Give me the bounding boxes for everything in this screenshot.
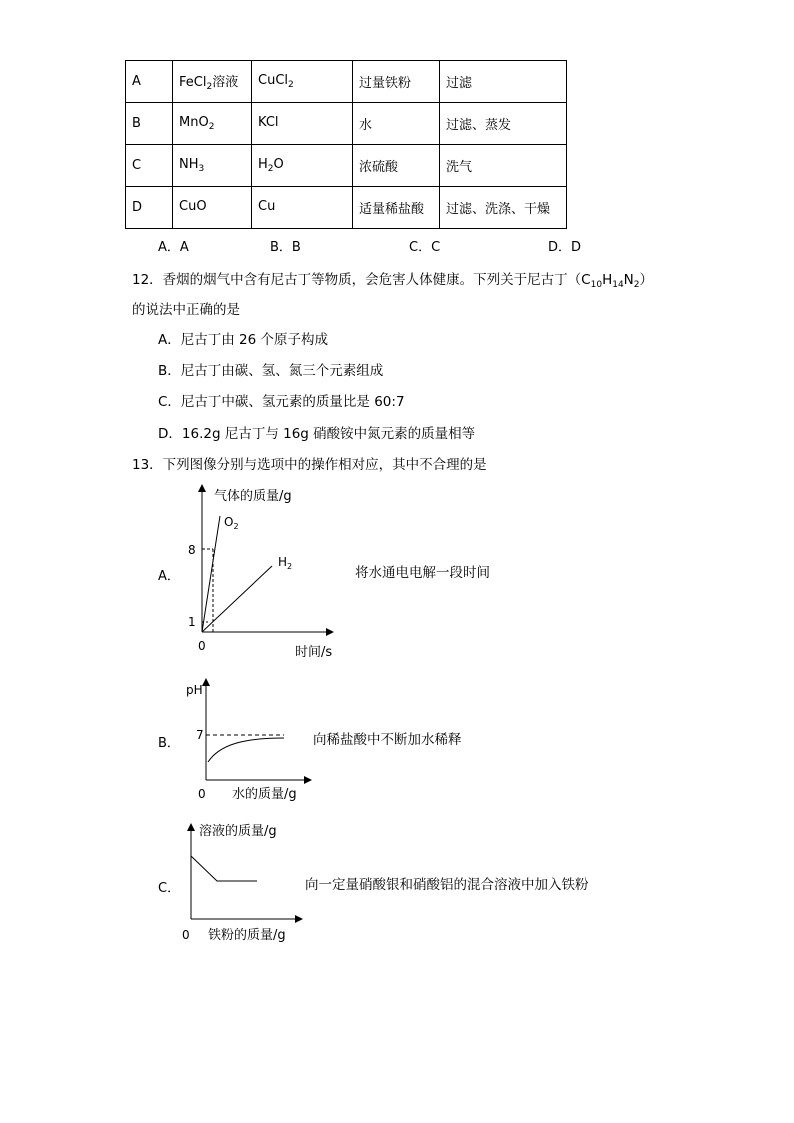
x-axis-arrow	[326, 628, 334, 636]
origin-label: 0	[198, 787, 206, 801]
o2-line	[202, 516, 220, 632]
q13-option-a-text: 将水通电电解一段时间	[355, 565, 490, 581]
tick-1: 1	[188, 615, 196, 629]
y-axis-arrow	[198, 484, 206, 492]
row-label: D	[126, 187, 173, 229]
q13-option-b-label: B．	[158, 736, 180, 751]
y-axis-label: pH	[186, 683, 203, 697]
q11-option-b: B．B	[270, 240, 301, 255]
row-label: C	[126, 145, 173, 187]
q12-option-d: D．16.2g 尼古丁与 16g 硝酸铵中氮元素的质量相等	[158, 426, 476, 442]
operation-cell: 洗气	[440, 145, 567, 187]
q13-option-a-label: A．	[158, 569, 180, 584]
x-axis-label: 时间/s	[295, 645, 333, 660]
q11-option-c: C．C	[409, 240, 441, 255]
row-label: A	[126, 61, 173, 103]
q12-stem: 12．香烟的烟气中含有尼古丁等物质，会危害人体健康。下列关于尼古丁$(C_{10}H_{14}N_2)$	[132, 272, 654, 290]
q13-option-b-text: 向稀盐酸中不断加水稀释	[313, 732, 462, 748]
q12-option-a: A．尼古丁由 26 个原子构成	[158, 332, 328, 348]
table-row	[126, 187, 567, 229]
ph-curve	[208, 738, 284, 762]
tick-8: 8	[188, 543, 196, 557]
table-row	[126, 103, 567, 145]
q13-option-c-label: C．	[158, 881, 181, 896]
q12-stem-cont: 的说法中正确的是	[132, 302, 240, 318]
reagent-cell: 过量铁粉	[353, 61, 440, 103]
impurity-cell: CuCl$_2$	[252, 61, 353, 103]
reagent-cell: 浓硫酸	[353, 145, 440, 187]
ph-dilution-graph	[180, 672, 320, 807]
q13-option-c-text: 向一定量硝酸银和硝酸铝的混合溶液中加入铁粉	[305, 877, 589, 893]
substance-cell: MnO$_2$	[173, 103, 252, 145]
y-axis-label: 溶液的质量/g	[199, 824, 277, 839]
impurity-cell: KCl	[252, 103, 353, 145]
substance-cell: FeCl$_2$溶液	[173, 61, 252, 103]
table-row	[126, 145, 567, 187]
x-axis-arrow	[295, 915, 303, 923]
x-axis-label: 铁粉的质量/g	[208, 928, 286, 943]
q11-option-d: D．D	[548, 240, 582, 255]
table-row	[126, 61, 567, 103]
x-axis-arrow	[304, 776, 312, 784]
q13-stem: 13．下列图像分别与选项中的操作相对应，其中不合理的是	[132, 457, 487, 473]
substance-cell: $NH_3$	[173, 145, 252, 187]
reagent-cell: 水	[353, 103, 440, 145]
h2-label: $H_2$	[278, 555, 293, 571]
solution-mass-line	[191, 856, 257, 881]
reagent-cell: 适量稀盐酸	[353, 187, 440, 229]
origin-label: 0	[198, 639, 206, 653]
substance-cell: CuO	[173, 187, 252, 229]
electrolysis-graph	[180, 480, 350, 665]
q12-option-b: B．尼古丁由碳、氢、氮三个元素组成	[158, 363, 384, 379]
y-axis-label: 气体的质量/g	[214, 489, 292, 504]
operation-cell: 过滤	[440, 61, 567, 103]
tick-7: 7	[196, 728, 204, 742]
origin-label: 0	[182, 928, 190, 942]
q12-option-c: C．尼古丁中碳、氢元素的质量比是 60:7	[158, 394, 405, 410]
x-axis-label: 水的质量/g	[232, 787, 297, 802]
impurity-cell: Cu	[252, 187, 353, 229]
q11-option-a: A．A	[158, 240, 189, 255]
solution-mass-graph	[180, 815, 310, 945]
operation-cell: 过滤、洗涤、干燥	[440, 187, 567, 229]
y-axis-arrow	[202, 678, 210, 686]
impurity-cell: $H_2O$	[252, 145, 353, 187]
options-table	[125, 60, 567, 229]
y-axis-arrow	[187, 823, 195, 831]
row-label: B	[126, 103, 173, 145]
o2-label: $O_2$	[224, 515, 239, 531]
operation-cell: 过滤、蒸发	[440, 103, 567, 145]
